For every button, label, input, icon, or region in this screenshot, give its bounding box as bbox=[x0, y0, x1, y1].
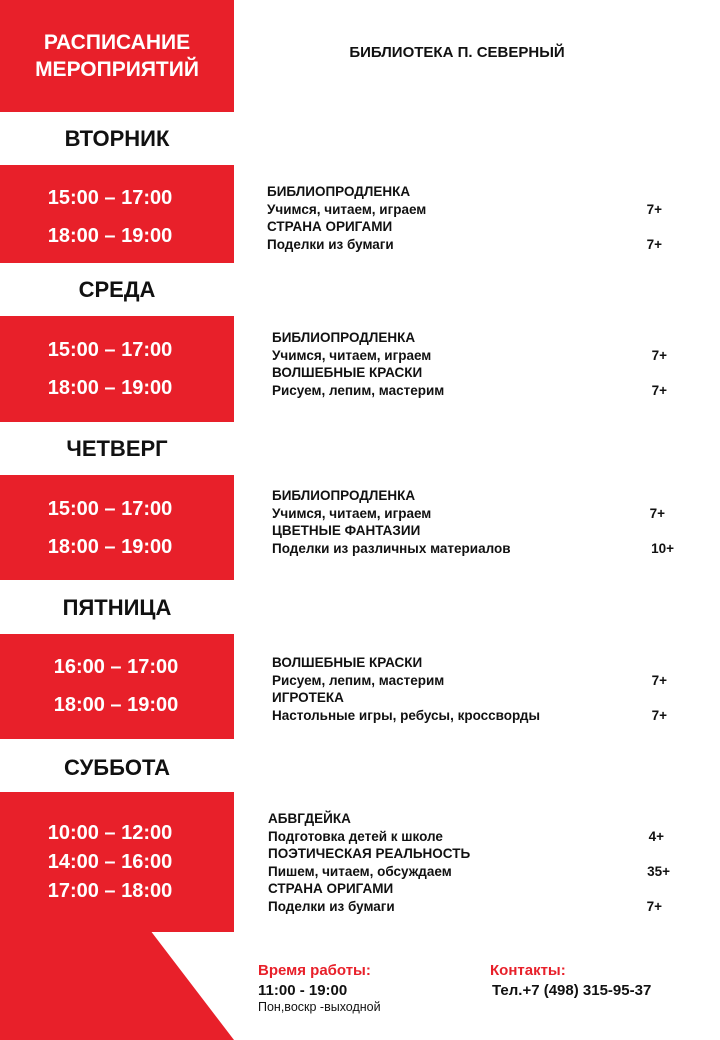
red-tail-shape bbox=[0, 930, 234, 1040]
event-desc: Учимся, читаем, играем bbox=[267, 201, 427, 217]
event-age: 7+ bbox=[646, 236, 662, 252]
event-age: 10+ bbox=[651, 540, 674, 556]
time-block-friday bbox=[0, 634, 234, 739]
event-title: БИБЛИОПРОДЛЕНКА bbox=[267, 184, 411, 199]
event-row bbox=[272, 540, 674, 558]
event-age: 7+ bbox=[651, 707, 667, 723]
time-block-tuesday bbox=[0, 165, 234, 263]
working-hours-label: Время работы: bbox=[258, 962, 371, 979]
event-row bbox=[272, 347, 667, 365]
time-slot: 18:00 – 19:00 bbox=[47, 377, 173, 399]
event-desc: Рисуем, лепим, мастерим bbox=[272, 382, 445, 398]
event-title: ИГРОТЕКА bbox=[272, 690, 344, 705]
event-row bbox=[268, 828, 670, 846]
page-title-line1: РАСПИСАНИЕ bbox=[43, 31, 191, 54]
event-desc: Учимся, читаем, играем bbox=[272, 347, 432, 363]
time-slot: 15:00 – 17:00 bbox=[47, 339, 173, 361]
event-age: 7+ bbox=[651, 347, 667, 363]
time-slot: 18:00 – 19:00 bbox=[47, 536, 173, 558]
event-row bbox=[272, 672, 667, 690]
event-row bbox=[272, 505, 674, 523]
event-age: 7+ bbox=[646, 898, 662, 914]
day-tuesday: ВТОРНИК bbox=[64, 126, 170, 151]
event-age: 35+ bbox=[647, 863, 670, 879]
day-thursday: ЧЕТВЕРГ bbox=[66, 436, 168, 461]
event-age: 7+ bbox=[646, 201, 662, 217]
event-row bbox=[272, 707, 667, 725]
working-hours-value: 11:00 - 19:00 bbox=[258, 982, 348, 999]
time-block-thursday bbox=[0, 475, 234, 580]
event-desc: Учимся, читаем, играем bbox=[272, 505, 432, 521]
events-friday bbox=[272, 654, 667, 724]
contacts-label: Контакты: bbox=[490, 962, 566, 979]
day-saturday: СУББОТА bbox=[64, 755, 170, 780]
event-title: ЦВЕТНЫЕ ФАНТАЗИИ bbox=[272, 523, 421, 538]
event-title: СТРАНА ОРИГАМИ bbox=[267, 219, 393, 234]
time-block-saturday bbox=[0, 792, 234, 932]
time-slot: 17:00 – 18:00 bbox=[47, 880, 173, 902]
time-slot: 16:00 – 17:00 bbox=[53, 656, 179, 678]
event-desc: Поделки из бумаги bbox=[268, 898, 395, 914]
title-block bbox=[0, 0, 234, 112]
event-age: 7+ bbox=[651, 672, 667, 688]
event-desc: Подготовка детей к школе bbox=[268, 828, 443, 844]
event-row bbox=[268, 898, 670, 916]
event-row bbox=[267, 201, 662, 219]
day-friday: ПЯТНИЦА bbox=[62, 595, 172, 620]
events-tuesday bbox=[267, 183, 662, 253]
day-wednesday: СРЕДА bbox=[78, 277, 156, 302]
event-row bbox=[272, 382, 667, 400]
time-slot: 10:00 – 12:00 bbox=[47, 822, 173, 844]
event-title: БИБЛИОПРОДЛЕНКА bbox=[272, 488, 416, 503]
event-title: ВОЛШЕБНЫЕ КРАСКИ bbox=[272, 365, 423, 380]
event-desc: Поделки из различных материалов bbox=[272, 540, 511, 556]
events-thursday bbox=[272, 487, 674, 557]
time-slot: 15:00 – 17:00 bbox=[47, 187, 173, 209]
event-title: АБВГДЕЙКА bbox=[268, 811, 351, 826]
days-off-note: Пон,воскр -выходной bbox=[258, 1000, 381, 1014]
event-desc: Поделки из бумаги bbox=[267, 236, 394, 252]
events-wednesday bbox=[272, 329, 667, 399]
event-row bbox=[267, 236, 662, 254]
library-name: БИБЛИОТЕКА П. СЕВЕРНЫЙ bbox=[349, 44, 565, 61]
event-title: СТРАНА ОРИГАМИ bbox=[268, 881, 394, 896]
time-slot: 18:00 – 19:00 bbox=[47, 225, 173, 247]
event-desc: Настольные игры, ребусы, кроссворды bbox=[272, 707, 541, 723]
event-age: 4+ bbox=[648, 828, 664, 844]
event-title: ВОЛШЕБНЫЕ КРАСКИ bbox=[272, 655, 423, 670]
event-title: ПОЭТИЧЕСКАЯ РЕАЛЬНОСТЬ bbox=[268, 846, 471, 861]
event-age: 7+ bbox=[651, 382, 667, 398]
time-block-wednesday bbox=[0, 316, 234, 422]
time-slot: 18:00 – 19:00 bbox=[53, 694, 179, 716]
event-title: БИБЛИОПРОДЛЕНКА bbox=[272, 330, 416, 345]
time-slot: 14:00 – 16:00 bbox=[47, 851, 173, 873]
event-desc: Пишем, читаем, обсуждаем bbox=[268, 863, 452, 879]
event-age: 7+ bbox=[649, 505, 665, 521]
event-row bbox=[268, 863, 670, 881]
event-desc: Рисуем, лепим, мастерим bbox=[272, 672, 445, 688]
events-saturday bbox=[268, 810, 670, 915]
time-slot: 15:00 – 17:00 bbox=[47, 498, 173, 520]
phone-number[interactable]: Тел.+7 (498) 315-95-37 bbox=[492, 982, 652, 999]
page-title-line2: МЕРОПРИЯТИЙ bbox=[35, 58, 199, 81]
